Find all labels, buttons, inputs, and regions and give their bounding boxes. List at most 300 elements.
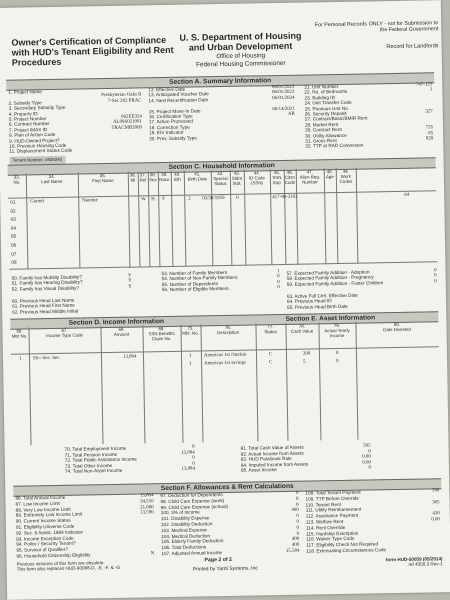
allowance-deduction-value: 0	[295, 496, 299, 502]
income-col-line	[318, 322, 321, 440]
income-total-value: 0	[192, 444, 195, 450]
income-total-label: 73. Total Other Income	[64, 462, 113, 469]
public-notice: For Personal Records ONLY - not for Submission to the Federal Government	[314, 20, 439, 34]
household-header-label: Alien Reg. Number	[299, 174, 321, 185]
summary-mid-field-label: 13. Anticipated Voucher Date	[148, 91, 209, 98]
household-col-line	[171, 171, 173, 267]
form-number-block	[357, 556, 443, 568]
household-header-cell	[284, 170, 296, 185]
allowance-income-label: 92. Sec. 8 Assist. 1984 Indicator	[15, 529, 84, 536]
allowance-deduction-value: 0	[295, 490, 299, 496]
income-col-line	[285, 323, 288, 441]
allowance-rent-label: 117. Eligibility Check Not Required	[306, 541, 379, 548]
summary-left-field-label: 11. Displacement Status Code	[9, 148, 73, 155]
form-ref: ref 4350.3 Rev-1	[408, 561, 443, 568]
allowance-deduction-value: 0	[296, 513, 299, 519]
asset-total-value: 505	[363, 443, 371, 449]
household-header-cell	[244, 170, 270, 185]
allowance-deduction-label: 105. Elderly Family Deduction	[161, 538, 224, 545]
income-header-label: Cash Value	[290, 328, 314, 334]
household-header-cell	[211, 171, 230, 186]
allowance-income-label: 86. Total Annual Income	[15, 494, 66, 501]
asset-total-value: 0	[368, 449, 371, 455]
family-members-value: 1	[277, 269, 280, 275]
summary-right-field-label: 24. Unit Transfer Code	[304, 99, 352, 106]
household-header-cell	[171, 172, 184, 182]
footer-obsolete-note	[17, 560, 121, 573]
record-note: Record for Landlords	[386, 43, 439, 50]
office-name: Office of Housing	[216, 52, 266, 61]
summary-right-field-label: 25. Previous Unit No.	[304, 105, 350, 112]
family-members-value: 0	[277, 285, 280, 291]
summary-left-field-value: Presbyterian Oaks II	[101, 92, 142, 99]
summary-left-field-label: 5. Project Number	[8, 116, 47, 122]
household-ssn: 417-90-3103	[272, 194, 298, 201]
form-title: Owner's Certification of Compliance with HUD's Tenant Eligibility and Rent Procedures	[11, 34, 174, 68]
allowance-rent-label: 113. Welfare Rent	[305, 518, 344, 525]
notice-block	[313, 20, 438, 51]
family-members-row	[162, 285, 282, 293]
household-header-number: 42.	[217, 170, 224, 177]
household-header-label: Eth	[174, 176, 181, 182]
summary-mid-field-label: 19. EIV Indicator	[149, 129, 184, 136]
summary-right-field-value: 85	[428, 130, 434, 137]
household-header-cell	[324, 169, 336, 179]
income-header-cell	[142, 326, 180, 342]
previous-head-right-field: 65. Previous Head Birth Date	[287, 303, 348, 310]
allowance-income-value: 34,550	[140, 499, 154, 505]
income-header-cell	[100, 326, 142, 337]
household-eth: 2	[188, 196, 191, 202]
income-header-label: Mbr. No.	[182, 330, 199, 336]
section-income-header: Section D. Income Information	[10, 315, 222, 330]
page-number: Page 2 of 2	[204, 556, 232, 564]
household-header-label: Race	[159, 176, 170, 183]
form-number: form HUD-50059 (05/2014)	[385, 556, 443, 563]
income-header-number: 69.	[158, 326, 165, 332]
asset-total-label: 84. Imputed Income from Assets	[240, 461, 309, 468]
allowance-rent-value: 0.00	[431, 517, 440, 523]
household-header-label: First Name	[92, 177, 114, 184]
summary-mid-field-row	[149, 133, 299, 141]
summary-mid-field-value: 06/01/2024	[272, 95, 295, 101]
allowance-deduction-label: 103. Medical Expense	[160, 527, 208, 533]
income-header-number: 66.	[16, 328, 23, 334]
asset-actual-income: 0	[336, 359, 339, 365]
asset-total-label: 83. HUD Passbook Rate	[240, 456, 292, 462]
asset-total-value: 0	[368, 465, 372, 471]
asset-member-no: 1	[189, 361, 192, 367]
allowance-deduction-label: 101. Disability Expense	[160, 515, 210, 522]
income-header-number: 78.	[298, 323, 306, 329]
summary-mid-field-row	[148, 95, 298, 103]
household-header-label: Special Status	[213, 175, 228, 187]
household-header-number: 39.	[161, 171, 168, 178]
allowance-income-label: 87. Low Income Limit	[15, 500, 60, 507]
household-birth-date: 03/30/1959	[202, 195, 225, 202]
household-header-number: 36.	[129, 172, 136, 178]
summary-left-field-label: 9. HUD-Owned Project?	[9, 137, 60, 144]
summary-mid-field-value: AR	[287, 111, 295, 117]
allowance-income-value: N	[150, 551, 155, 557]
household-header-cell	[296, 169, 324, 184]
household-special-status: 0	[236, 195, 239, 201]
household-header-number: 41.	[194, 171, 201, 177]
household-header-label: Age	[325, 174, 334, 180]
allowance-deduction-value: 400	[291, 537, 300, 543]
asset-status: C	[268, 352, 273, 358]
income-header-number: 80.	[393, 321, 401, 328]
summary-left-field-value: TRACMB2009	[111, 125, 143, 131]
asset-cash-value: 200	[302, 351, 311, 357]
allowance-rent-value: 390	[431, 488, 440, 494]
household-header-number: 43.	[233, 170, 240, 176]
summary-left-field-value: 7-Sec 202 PRAC	[107, 98, 142, 104]
income-header-number: 67.	[61, 327, 68, 333]
income-header-number: 76.	[224, 324, 232, 330]
allowance-deduction-label: 97. Deduction for Dependents	[160, 492, 223, 499]
summary-mid-field-label: 17. Action Processed	[148, 118, 193, 125]
summary-right-field-value: 820	[425, 136, 434, 142]
summary-left-field-label: 3. Secondary Subsidy Type	[8, 104, 66, 111]
allowance-deduction-row	[161, 549, 301, 557]
tenant-number: Tenant Number: 4625340	[9, 156, 65, 165]
household-header-number: 44.	[253, 170, 260, 176]
household-row-number: 05	[10, 234, 17, 240]
household-header-cell	[78, 173, 128, 184]
allowance-deduction-label: 98. Child Care Expense (work)	[160, 497, 225, 504]
family-members-block	[161, 269, 281, 293]
section-household-header: Section C. Household Information	[8, 157, 436, 175]
agency-name: U. S. Department of Housing and Urban Development	[179, 30, 302, 53]
family-disability-label: 52. Family has Visual Disability?	[11, 285, 79, 292]
household-rel: W	[141, 197, 146, 203]
summary-right-field-label: 30. Utility Allowance	[305, 132, 347, 139]
allowance-deduction-label: 99. Child Care Expense (school)	[160, 503, 229, 510]
household-header-cell	[230, 171, 244, 186]
household-header-number: 45.	[273, 170, 280, 176]
asset-description: Americus 1st checkin	[203, 352, 247, 359]
family-members-label: 55. Number of Dependents	[161, 280, 219, 287]
income-header-cell	[255, 324, 285, 335]
household-header-label: Birth Date	[187, 176, 208, 182]
household-age: 64	[404, 192, 410, 198]
income-type-code: SS= Soc. Sec.	[32, 355, 61, 362]
summary-left-field-label: 7. Project iMAX ID	[8, 126, 48, 133]
family-disability-label: 51. Family has Hearing Disability?	[11, 279, 83, 287]
household-header-number: 34.	[48, 173, 55, 180]
household-row-number: 03	[10, 216, 16, 222]
summary-mid-field-label: 14. Next Recertification Date	[148, 97, 209, 104]
summary-right-field-label: 26. Security Deposit	[304, 110, 347, 117]
family-addition-value: 0	[434, 268, 437, 274]
income-col-line	[255, 323, 258, 441]
household-table	[8, 166, 438, 269]
household-header-number: 40.	[174, 171, 181, 177]
income-header-cell	[200, 324, 255, 335]
income-total-row	[65, 467, 205, 475]
income-header-label: Description	[217, 329, 240, 336]
household-header-label: Work Codes	[339, 173, 353, 184]
summary-right-field-value: 747-123	[415, 82, 433, 88]
household-bottom-line	[9, 261, 437, 269]
household-first-name: Naomie	[82, 198, 98, 204]
summary-left-field-label: 6. Contract Number	[8, 121, 50, 128]
family-members-value: 0	[277, 274, 280, 280]
previous-head-right-field: 64. Previous Head ID	[286, 298, 332, 305]
allowance-income-label: 95. Survivor of Qualifier?	[16, 546, 68, 553]
asset-status: C	[269, 360, 273, 366]
allowance-deduction-value: 400	[291, 542, 300, 549]
allowance-deduction-value: 0	[296, 519, 299, 525]
household-header-cell	[26, 174, 78, 185]
family-addition-label: 58. Expected Family Addition - Pregnancy	[286, 274, 374, 282]
household-col-line	[324, 168, 326, 264]
household-col-line	[356, 168, 358, 264]
asset-total-label: 82. Actual Income from Assets	[240, 450, 304, 457]
allowance-rent-label: 112. Assistance Payment	[305, 512, 359, 519]
section-asset-header: Section E. Asset Information	[222, 311, 438, 326]
family-disability-value: Y	[128, 284, 132, 290]
summary-mid-field-label: 12. Effective Date	[148, 86, 186, 93]
income-header-cell	[355, 321, 438, 332]
family-addition-value: 0	[434, 273, 437, 279]
income-header-label: Status	[264, 329, 277, 335]
income-header-number: 77.	[267, 324, 274, 330]
household-row-number: 06	[10, 242, 17, 248]
income-asset-table	[10, 320, 440, 445]
household-col-line	[128, 172, 130, 268]
income-amount: 13,884	[122, 354, 137, 360]
agency-block	[175, 31, 306, 69]
income-header-label: Date Divested	[383, 326, 411, 333]
summary-left-field-row	[9, 147, 144, 155]
household-header-number: 35.	[99, 173, 106, 179]
household-row-number: 02	[10, 208, 16, 214]
summary-mid-field-label: 20. Prev. Subsidy Type	[149, 135, 197, 141]
household-row-number: 08	[11, 259, 17, 265]
allowance-rent-value: 305	[432, 499, 440, 505]
allowance-income-label: 94. Police / Security Tenant?	[16, 541, 76, 548]
allowance-deduction-label: 100. 3% of Income	[160, 509, 200, 516]
income-total-label: 74. Total Non-Asset Income	[64, 468, 123, 475]
allowance-rent-label: 110. Tenant Rent	[305, 501, 341, 508]
summary-left-field-value: AL09S021001	[113, 119, 142, 126]
income-header-label: Actual Yearly Income	[324, 327, 350, 339]
allowance-rent-label: 111. Utility Reimbursement	[305, 507, 362, 513]
household-col-line	[158, 171, 160, 267]
allowance-deduction-label: 106. Total Deductions	[161, 544, 207, 551]
summary-right-field-label: 21. Unit Number	[304, 83, 339, 90]
asset-total-label: 81. Total Cash Value of Assets	[240, 444, 304, 451]
household-header-cell	[270, 170, 284, 185]
asset-total-label: 85. Asset Income	[240, 467, 277, 474]
household-col-line	[78, 173, 80, 269]
summary-mid-field-label: 18. Correction Type	[148, 124, 190, 131]
income-header-number: 79.	[333, 322, 341, 329]
income-header-cell	[318, 323, 355, 339]
income-header-label: Amount	[113, 331, 130, 337]
household-row-number: 04	[10, 225, 16, 231]
income-total-value: 0	[192, 455, 195, 461]
household-header-number: 38.	[149, 172, 156, 178]
income-header-cell	[28, 327, 100, 338]
summary-mid-field-label: 15. Project Move-In Date	[148, 107, 201, 114]
allowance-rent-label: 115. Hardship Exemption	[306, 530, 359, 537]
household-header-number: 48.	[326, 169, 333, 175]
allowance-income-value: 21,600	[140, 504, 154, 511]
household-col-line	[138, 171, 140, 267]
household-race: F	[162, 197, 166, 203]
income-total-label: 70. Total Employment Income	[64, 445, 127, 452]
previous-head-right-block	[286, 291, 439, 310]
income-header-number: 68.	[118, 326, 125, 332]
summary-left-field-label: 2. Subsidy Type	[8, 99, 42, 106]
allowance-rent-value: 430	[432, 511, 440, 517]
household-header-cell	[138, 172, 148, 182]
income-col-line	[200, 324, 203, 442]
asset-cash-value: 5	[303, 359, 306, 365]
summary-right-field-row	[305, 142, 435, 150]
household-row-number: 01	[10, 199, 16, 205]
allowance-rent-label: 108. Total Tenant Payment	[305, 489, 361, 496]
previous-head-field: 62. Previous Head Middle Initial	[12, 308, 79, 315]
household-header-cell	[336, 169, 356, 184]
household-header-label: No.	[13, 179, 21, 185]
summary-right-field-label: 31. Gross Rent	[305, 138, 337, 144]
household-sex: H	[151, 197, 155, 203]
allowance-income-label: 91. Eligibility Universe Code	[15, 523, 75, 530]
income-header-cell	[10, 328, 28, 338]
household-header-cell	[8, 174, 26, 184]
previous-head-block	[11, 295, 212, 315]
household-header-label: ID Code (SSN)	[248, 175, 265, 186]
income-header-cell	[285, 323, 318, 334]
household-header-number: 46.	[286, 169, 293, 175]
income-header-cell	[180, 325, 200, 335]
family-addition-label: 59. Expected Family Addition - Foster Children	[286, 280, 384, 287]
asset-member-no: 1	[188, 353, 192, 359]
household-header-number: 37.	[139, 172, 146, 178]
household-header-number: 47.	[306, 169, 313, 175]
summary-mid-field-value: 06/14/2021	[272, 106, 295, 112]
allowance-deduction-label: 102. Disability Deduction	[160, 521, 213, 528]
summary-mid-field-label: 16. Certification Type	[148, 113, 193, 120]
income-total-value: 13,884	[181, 466, 195, 473]
allowance-deduction-value: 0	[296, 525, 300, 531]
family-addition-label: 57. Expected Family Addition - Adoption	[286, 269, 370, 276]
income-total-value: 0	[192, 461, 195, 467]
summary-right-field-label: 27. Contract/Basic/BMIR Rent	[304, 115, 368, 122]
allowance-deduction-value: 0	[296, 531, 300, 537]
allowance-deduction-label: 104. Medical Deduction	[161, 532, 211, 539]
allowance-income-row	[16, 551, 156, 559]
income-col-line	[355, 322, 358, 440]
summary-right-field-label: 29. Contract Rent	[305, 127, 342, 133]
income-header-label: Income Type Code	[46, 332, 84, 339]
section-summary-header: Section A. Summary Information	[6, 72, 434, 90]
household-header-label: Sex	[149, 177, 157, 183]
household-row-number: 07	[11, 251, 17, 257]
income-header-label: Mbr No.	[11, 333, 28, 339]
household-header-number: 33.	[13, 174, 20, 180]
footer-note-1: Previous versions of this form are obsolete.	[16, 560, 105, 567]
allowance-income-label: 93. Income Exception Code	[16, 535, 74, 542]
household-last-name: Garrett	[30, 199, 45, 205]
allowance-income-value: 13,590	[140, 510, 154, 516]
section-allowances-header: Section F. Allowances & Rent Calculations	[13, 478, 441, 496]
family-disability-label: 50. Family has Mobility Disability?	[11, 274, 82, 281]
household-header-cell	[184, 171, 211, 181]
household-header-cell	[128, 172, 138, 182]
income-total-value: 13,884	[181, 450, 195, 456]
income-header-number: 75.	[187, 325, 194, 331]
household-header-label: MI	[130, 177, 136, 183]
household-col-line	[26, 173, 28, 269]
allowance-deduction-value: 0	[296, 502, 299, 508]
income-totals-block	[64, 444, 205, 475]
allowance-deduction-value: 400	[291, 508, 299, 514]
household-header-label: Stdnt Stat.	[231, 175, 243, 186]
allowance-income-label: 88. Very Low Income Limit	[15, 506, 71, 513]
household-header-number: 49.	[342, 168, 349, 174]
asset-description: Americus 1st savings	[204, 360, 246, 367]
household-col-line	[148, 171, 150, 267]
allowance-rent-row	[306, 546, 442, 554]
household-header-label: SSN Exp	[272, 174, 282, 186]
income-col-line	[28, 327, 31, 445]
allowance-rent-label: 114. Rent Override	[305, 524, 346, 531]
family-members-value: 0	[277, 279, 280, 285]
allowance-income-label: 89. Extremely Low Income Limit	[15, 511, 83, 519]
commissioner-name: Federal Housing Commissioner	[196, 59, 286, 69]
income-total-label: 72. Total Public Assistance Income	[64, 456, 137, 463]
asset-totals-block	[240, 442, 441, 474]
printed-by: Printed by Yardi Systems, Inc	[192, 565, 258, 573]
family-disability-value: Y	[128, 278, 132, 285]
asset-actual-income: 0	[335, 351, 339, 357]
family-disability-row	[12, 284, 162, 292]
household-col-line	[184, 171, 186, 267]
allowance-income-value: 13,884	[139, 493, 154, 499]
allowance-deduction-label: 107. Adjusted Annual Income	[161, 550, 223, 557]
allowance-rent-label: 109. TTP Before Override	[305, 495, 360, 502]
family-addition-value: 0	[434, 279, 437, 285]
summary-right-field-label: 23. Building ID	[304, 94, 336, 101]
footer-note-2: This form also replaces HUD-90088-D, -E, -F, & -G	[16, 565, 121, 573]
summary-mid-field-value: 06/01/2023	[272, 90, 295, 96]
family-members-label: 56. Number of Eligible Members	[161, 286, 229, 293]
previous-head-field: 61. Previous Head First Name	[12, 302, 75, 310]
family-members-label: 53. Number of Family Members	[161, 269, 228, 277]
family-disability-value: Y	[127, 273, 132, 279]
summary-right-field-label: 22. No. of Bedrooms	[304, 89, 348, 95]
summary-left-field-value: 062EE354	[121, 114, 142, 120]
family-members-label: 54. Number of Non-Family Members	[161, 275, 238, 282]
summary-right-field-value: 1	[429, 87, 433, 93]
household-header-label: Citzn Code	[284, 174, 296, 185]
summary-left-field-label: 1. Project Name	[8, 89, 42, 95]
asset-total-value: 0.00	[362, 460, 371, 466]
summary-right-field-value: 735	[425, 125, 434, 131]
summary-left-field-label: 10. Previous Housing Code	[9, 142, 67, 149]
income-total-label: 71. Total Pension Income	[64, 451, 118, 458]
summary-right-field-value: 327	[425, 109, 433, 115]
household-header-cell	[148, 172, 158, 182]
asset-total-value: 0.00	[362, 454, 371, 460]
allowance-rent-label: 118. Extenuating Circumstances Code	[306, 547, 387, 554]
allowance-income-label: 90. Current Income Status	[15, 517, 71, 524]
